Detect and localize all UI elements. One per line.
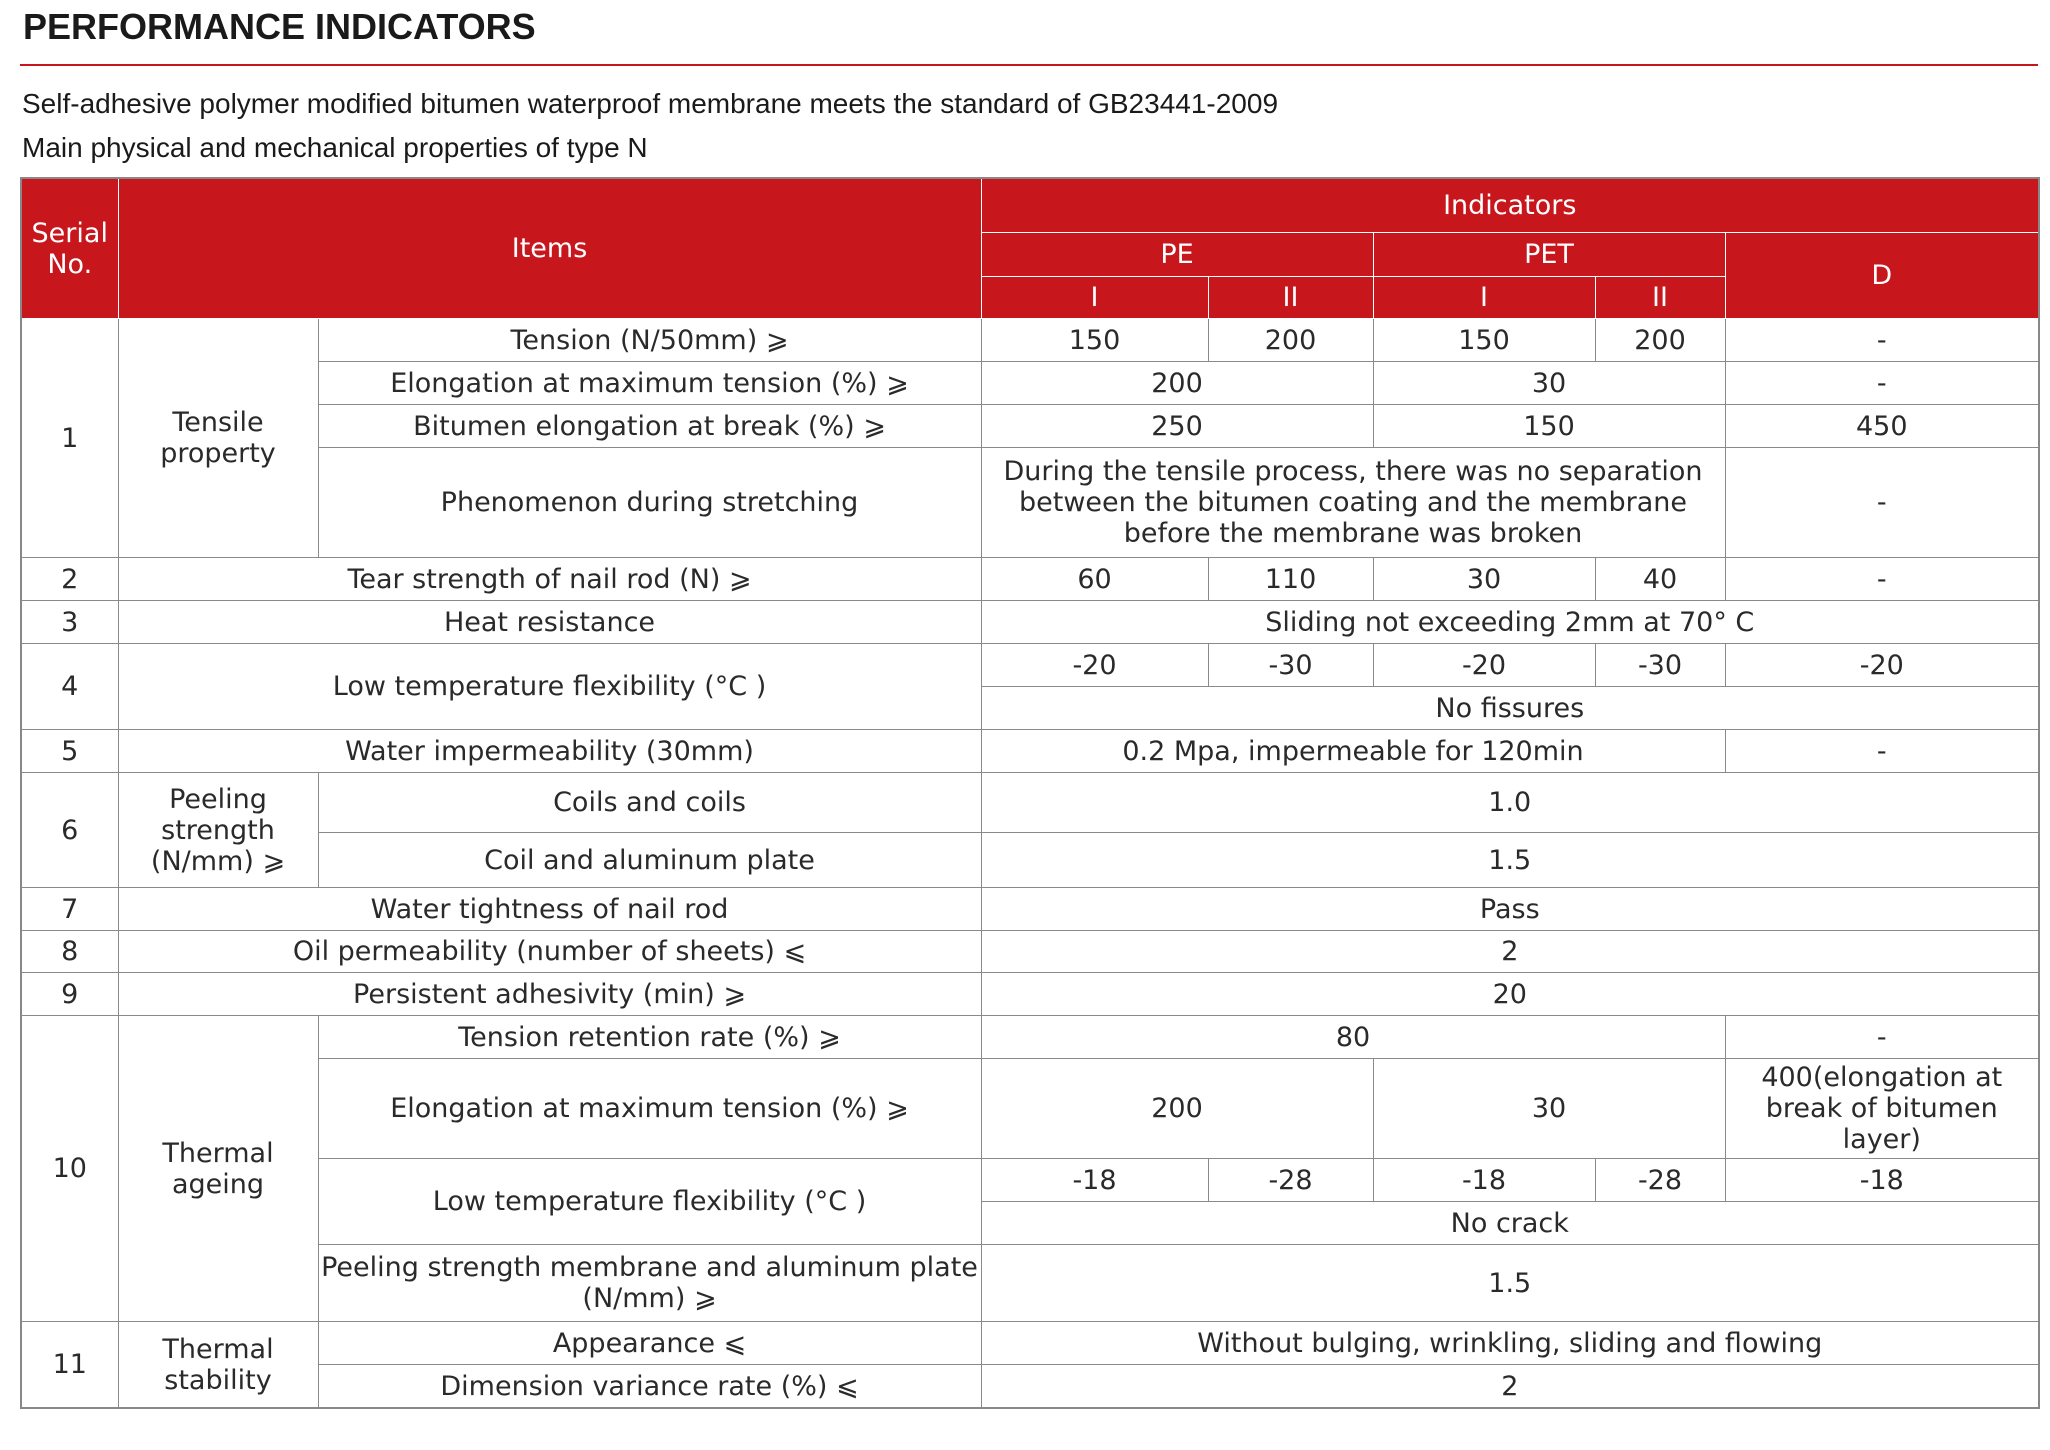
table-row [21,1365,2039,1409]
table-row [21,773,2039,833]
table-row [21,888,2039,931]
value-cell: 40 [1595,558,1725,601]
serial-cell: 3 [21,601,118,644]
value-cell: Without bulging, wrinkling, sliding and flowing [981,1322,2039,1365]
header-pe: PE [981,233,1373,277]
value-cell: 150 [1373,405,1725,448]
value-cell: 80 [981,1016,1725,1059]
value-cell: 2 [981,1365,2039,1409]
value-cell: 150 [981,319,1208,362]
intro-line-1: Self-adhesive polymer modified bitumen waterproof membrane meets the standard of GB23441-2009 [22,88,1279,119]
value-cell: 110 [1208,558,1373,601]
value-cell: Sliding not exceeding 2mm at 70° C [981,601,2039,644]
value-cell: 20 [981,973,2039,1016]
table-row [21,558,2039,601]
value-cell: -28 [1208,1159,1373,1202]
item-cell: Oil permeability (number of sheets) ⩽ [118,931,981,973]
value-cell: - [1725,448,2039,558]
serial-cell: 8 [21,931,118,973]
item-cell: Bitumen elongation at break (%) ⩾ [318,405,981,448]
item-cell: Elongation at maximum tension (%) ⩾ [318,362,981,405]
serial-cell: 1 [21,319,118,558]
value-cell: 400(elongation at break of bitumen layer) [1725,1059,2039,1159]
header-pet: PET [1373,233,1725,277]
table-row [21,405,2039,448]
item-cell: Persistent adhesivity (min) ⩾ [118,973,981,1016]
item-cell: Coils and coils [318,773,981,833]
item-cell: Tension retention rate (%) ⩾ [318,1016,981,1059]
value-cell: 200 [981,362,1373,405]
properties-table [20,177,2040,1409]
group-cell: Thermal stability [118,1322,318,1409]
item-cell: Elongation at maximum tension (%) ⩾ [318,1059,981,1159]
value-cell: 30 [1373,362,1725,405]
header-row-1 [21,178,2039,233]
serial-cell: 5 [21,730,118,773]
serial-cell: 4 [21,644,118,730]
value-cell: 200 [1595,319,1725,362]
serial-cell: 6 [21,773,118,888]
item-cell: Tension (N/50mm) ⩾ [318,319,981,362]
table-row [21,973,2039,1016]
table-row [21,1159,2039,1202]
serial-cell: 2 [21,558,118,601]
value-cell: No crack [981,1202,2039,1245]
value-cell: 150 [1373,319,1595,362]
value-cell: 1.5 [981,1245,2039,1322]
serial-cell: 10 [21,1016,118,1322]
value-cell: 2 [981,931,2039,973]
value-cell: -30 [1595,644,1725,687]
value-cell: During the tensile process, there was no separation between the bitumen coating and the membrane before the membrane was broken [981,448,1725,558]
value-cell: - [1725,558,2039,601]
value-cell: 1.5 [981,833,2039,888]
value-cell: 60 [981,558,1208,601]
value-cell: No fissures [981,687,2039,730]
group-cell: Thermal ageing [118,1016,318,1322]
table-row [21,1245,2039,1322]
table-row [21,319,2039,362]
value-cell: 200 [981,1059,1373,1159]
item-cell: Phenomenon during stretching [318,448,981,558]
item-cell: Coil and aluminum plate [318,833,981,888]
value-cell: -18 [981,1159,1208,1202]
header-d: D [1725,233,2039,319]
table-row [21,448,2039,558]
value-cell: 200 [1208,319,1373,362]
value-cell: Pass [981,888,2039,931]
table-row [21,601,2039,644]
serial-cell: 9 [21,973,118,1016]
table-row [21,1322,2039,1365]
value-cell: -20 [1373,644,1595,687]
header-pe-i: I [981,277,1208,319]
item-cell: Dimension variance rate (%) ⩽ [318,1365,981,1409]
group-cell: Tensile property [118,319,318,558]
document [20,0,2038,1409]
table-row [21,1016,2039,1059]
table-row [21,730,2039,773]
item-cell: Tear strength of nail rod (N) ⩾ [118,558,981,601]
value-cell: 30 [1373,558,1595,601]
item-cell: Low temperature flexibility (°C ) [118,644,981,730]
header-indicators: Indicators [981,178,2039,233]
value-cell: - [1725,362,2039,405]
header-pet-i: I [1373,277,1595,319]
value-cell: -28 [1595,1159,1725,1202]
table-row [21,362,2039,405]
value-cell: - [1725,1016,2039,1059]
table-row [21,833,2039,888]
item-cell: Peeling strength membrane and aluminum plate (N/mm) ⩾ [318,1245,981,1322]
item-cell: Water impermeability (30mm) [118,730,981,773]
header-pet-ii: II [1595,277,1725,319]
page-title: PERFORMANCE INDICATORS [23,6,536,47]
value-cell: 250 [981,405,1373,448]
group-cell: Peeling strength (N/mm) ⩾ [118,773,318,888]
serial-cell: 11 [21,1322,118,1409]
value-cell: -18 [1725,1159,2039,1202]
value-cell: -30 [1208,644,1373,687]
table-row [21,1059,2039,1159]
serial-cell: 7 [21,888,118,931]
item-cell: Appearance ⩽ [318,1322,981,1365]
intro-line-2: Main physical and mechanical properties of type N [22,132,648,163]
value-cell: - [1725,730,2039,773]
value-cell: 30 [1373,1059,1725,1159]
item-cell: Water tightness of nail rod [118,888,981,931]
value-cell: -20 [981,644,1208,687]
header-items: Items [118,178,981,319]
header-serial: Serial No. [21,178,118,319]
item-cell: Heat resistance [118,601,981,644]
title-divider [20,64,2038,66]
value-cell: 1.0 [981,773,2039,833]
table-row [21,644,2039,687]
table-row [21,931,2039,973]
value-cell: -18 [1373,1159,1595,1202]
header-pe-ii: II [1208,277,1373,319]
item-cell: Low temperature flexibility (°C ) [318,1159,981,1245]
value-cell: 0.2 Mpa, impermeable for 120min [981,730,1725,773]
value-cell: - [1725,319,2039,362]
value-cell: 450 [1725,405,2039,448]
value-cell: -20 [1725,644,2039,687]
